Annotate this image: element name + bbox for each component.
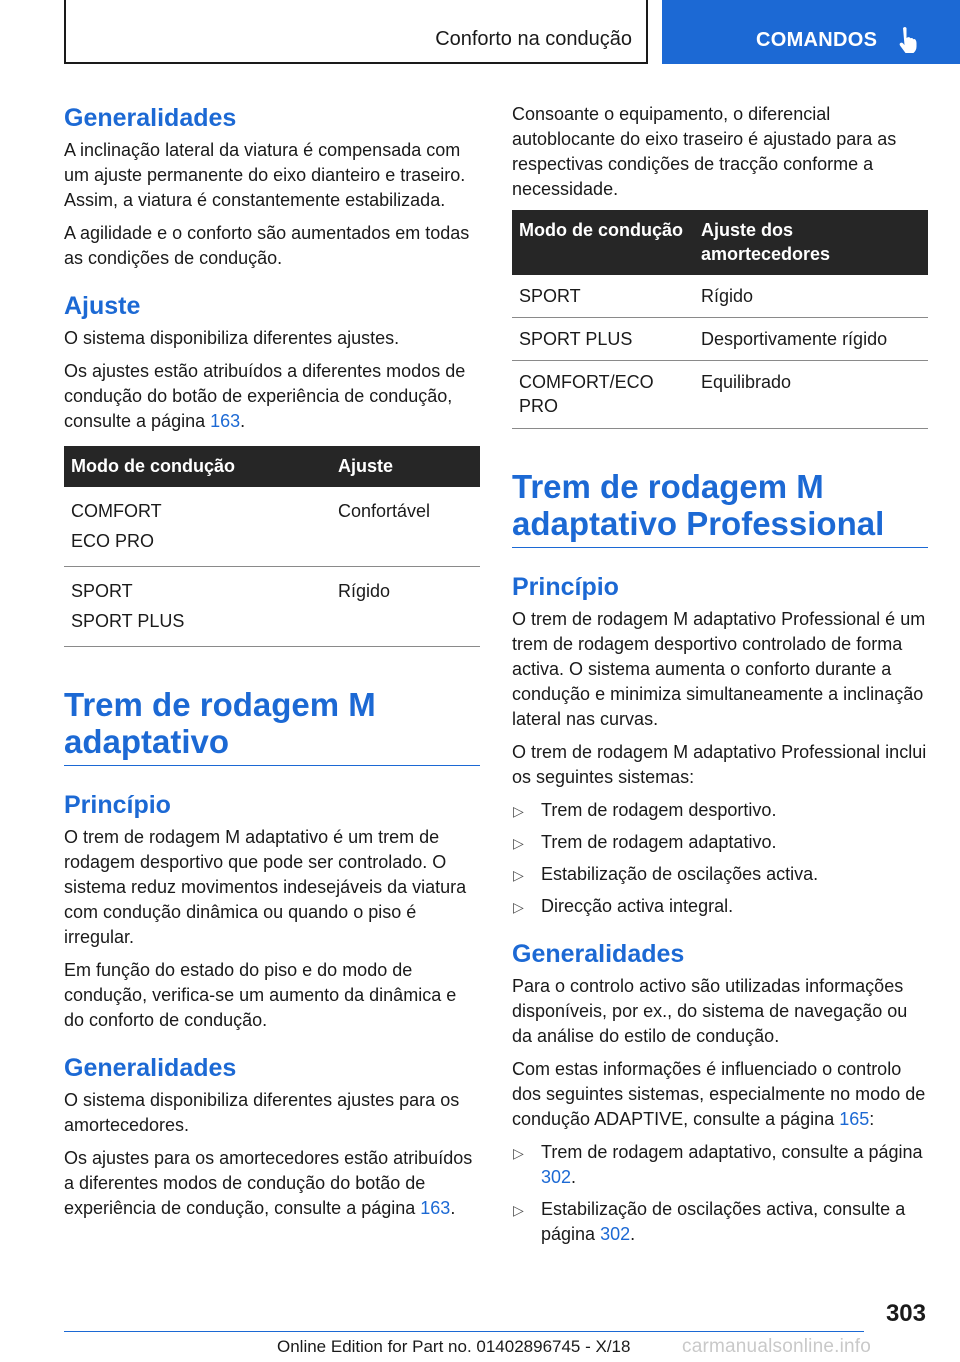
paragraph	[64, 359, 480, 434]
mode-label: COMFORT	[71, 501, 162, 521]
table-row	[64, 487, 480, 567]
list-item-text: Estabilização de oscilações activa, consulte a página	[541, 1198, 906, 1244]
footer-divider	[64, 1331, 864, 1332]
list-item	[512, 798, 928, 823]
table-row	[64, 567, 480, 647]
right-column	[512, 94, 928, 1247]
chapter-heading-trem-adaptativo: Trem de rodagem M adaptativo	[64, 687, 480, 766]
section-heading-principio: Princípio	[512, 572, 619, 601]
watermark: carmanualsonline.info	[682, 1336, 872, 1357]
punctuation: .	[571, 1166, 577, 1187]
systems-list	[512, 798, 928, 919]
table-cell: Equilibrado	[694, 361, 928, 429]
page-link[interactable]: 302	[600, 1223, 631, 1244]
section-heading-generalidades: Generalidades	[64, 104, 237, 132]
punctuation: :	[869, 1108, 875, 1129]
bullet-triangle-icon: ▷	[513, 866, 524, 883]
table-header: Modo de condução	[512, 210, 694, 275]
section-heading-ajuste: Ajuste	[64, 292, 141, 320]
pointing-hand-icon	[896, 26, 918, 54]
table-cell: SPORT PLUS	[512, 318, 694, 361]
section-heading-generalidades: Generalidades	[64, 1053, 237, 1082]
punctuation: .	[450, 1197, 456, 1218]
paragraph: O sistema disponibiliza diferentes ajustes para os amortecedores.	[64, 1089, 460, 1135]
table-header: Ajuste	[331, 446, 480, 487]
list-item-text: Trem de rodagem desportivo.	[541, 799, 777, 820]
punctuation: .	[630, 1223, 636, 1244]
page-link[interactable]: 302	[541, 1166, 572, 1187]
drive-mode-table	[64, 446, 480, 647]
bullet-triangle-icon: ▷	[513, 834, 524, 851]
paragraph-text: Os ajustes estão atribuídos a diferentes modos de condução do botão de experiência de condução, consulte a página	[64, 361, 466, 431]
page-link[interactable]: 163	[210, 411, 241, 431]
bullet-triangle-icon: ▷	[513, 1201, 524, 1218]
table-header: Modo de condução	[64, 446, 331, 487]
section-title: Conforto na condução	[435, 28, 632, 50]
damper-table	[512, 210, 928, 429]
table-cell: COMFORT/ECO PRO	[512, 361, 694, 429]
table-row	[512, 361, 928, 429]
paragraph: Em função do estado do piso e do modo de condução, verifica-se um aumento da dinâmica e do conforto de condução.	[64, 959, 457, 1030]
page-link[interactable]: 163	[420, 1197, 451, 1218]
section-header-box	[64, 0, 648, 64]
bullet-triangle-icon: ▷	[513, 802, 524, 819]
table-cell: Confortável	[331, 487, 480, 567]
section-heading-principio: Princípio	[64, 790, 171, 819]
list-item-text: Trem de rodagem adaptativo, consulte a página	[541, 1141, 923, 1162]
list-item	[512, 830, 928, 855]
list-item	[512, 862, 928, 887]
table-cell	[64, 487, 331, 567]
paragraph: Para o controlo activo são utilizadas informações disponíveis, por ex., do sistema de navegação ou da análise do estilo de condução.	[512, 975, 908, 1046]
table-cell	[64, 567, 331, 647]
chapter-tab	[662, 0, 960, 64]
list-item-text: Estabilização de oscilações activa.	[541, 863, 819, 884]
table-cell: SPORT	[512, 275, 694, 318]
punctuation: .	[240, 411, 246, 431]
bullet-triangle-icon: ▷	[513, 1144, 524, 1161]
paragraph: Consoante o equipamento, o diferencial autoblocante do eixo traseiro é ajustado para as respectivas condições de tracção conforme a necessidade.	[512, 104, 897, 199]
paragraph	[64, 1146, 480, 1221]
table-header: Ajuste dos amortecedores	[694, 210, 928, 275]
mode-label: SPORT PLUS	[71, 611, 185, 631]
paragraph: O trem de rodagem M adaptativo Professional inclui os seguintes sistemas:	[512, 741, 927, 787]
edition-text: Online Edition for Part no. 01402896745 - X/18	[277, 1337, 631, 1356]
paragraph: O trem de rodagem M adaptativo Professional é um trem de rodagem desportivo controlado de forma activa. O sistema aumenta o conforto durante a condução e minimiza simultaneamente a inclinação lateral nas curvas.	[512, 608, 926, 729]
paragraph-text: Os ajustes para os amortecedores estão atribuídos a diferentes modos de condução do botão de experiência de condução, consulte a página	[64, 1147, 473, 1218]
table-row	[512, 275, 928, 318]
list-item	[512, 894, 928, 919]
list-item	[512, 1197, 928, 1247]
table-cell: Rígido	[331, 567, 480, 647]
page-header	[0, 0, 960, 66]
bullet-triangle-icon: ▷	[513, 898, 524, 915]
reference-list	[512, 1140, 928, 1247]
paragraph: O trem de rodagem M adaptativo é um trem de rodagem desportivo que pode ser controlado. O sistema reduz movimentos indesejáveis da viatura com condução dinâmica ou quando o piso é irregular.	[64, 826, 467, 947]
mode-label: ECO PRO	[71, 531, 155, 551]
chapter-heading-trem-professional: Trem de rodagem M adaptativo Professional	[512, 469, 928, 548]
paragraph: A inclinação lateral da viatura é compensada com um ajuste permanente do eixo dianteiro e traseiro. Assim, a viatura é constantemente estabilizada.	[64, 140, 466, 210]
list-item-text: Trem de rodagem adaptativo.	[541, 831, 777, 852]
paragraph	[512, 1057, 928, 1132]
table-cell: Desportivamente rígido	[694, 318, 928, 361]
list-item-text: Direcção activa integral.	[541, 895, 734, 916]
list-item	[512, 1140, 928, 1190]
table-row	[512, 318, 928, 361]
page-number: 303	[885, 1300, 926, 1327]
chapter-tab-label: COMANDOS	[756, 29, 878, 51]
table-cell: Rígido	[694, 275, 928, 318]
paragraph: O sistema disponibiliza diferentes ajustes.	[64, 328, 400, 348]
paragraph-text: Com estas informações é influenciado o controlo dos seguintes sistemas, especialmente no modo de condução ADAPTIVE, consulte a página	[512, 1058, 926, 1129]
mode-label: SPORT	[71, 581, 133, 601]
paragraph: A agilidade e o conforto são aumentados em todas as condições de condução.	[64, 223, 470, 268]
page-link[interactable]: 165	[839, 1108, 870, 1129]
section-heading-generalidades: Generalidades	[512, 939, 685, 968]
left-column	[64, 94, 480, 1221]
